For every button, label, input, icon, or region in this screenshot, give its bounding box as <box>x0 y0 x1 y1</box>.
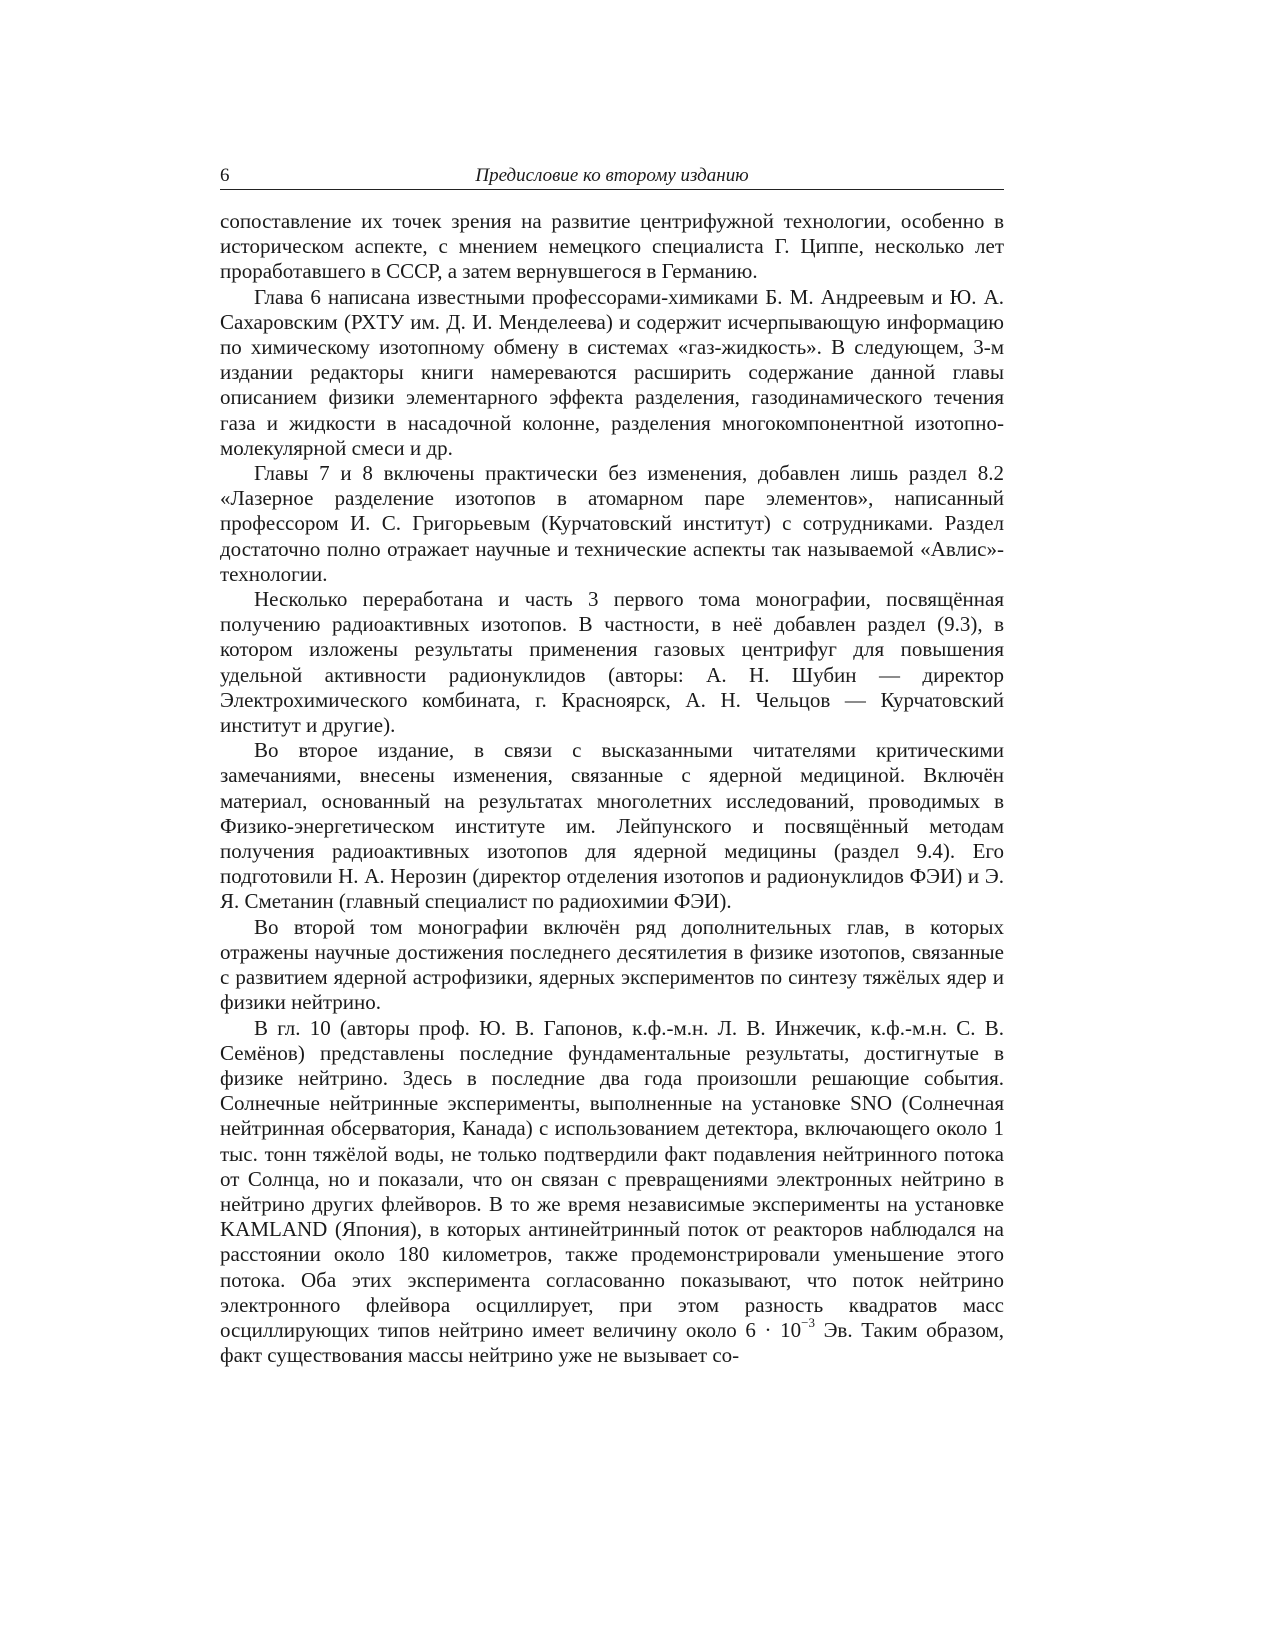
page-number: 6 <box>220 165 230 186</box>
paragraph: Несколько переработана и часть 3 первого тома монографии, посвящённая получению радиоактивных изотопов. В частности, в неё добавлен раздел (9.3), в котором изложены результаты применения газовых центрифуг для повышения удельной активности радионуклидов (авторы: А. Н. Шубин — директор Электрохимического комбината, г. Красноярск, А. Н. Чельцов — Курчатовский институт и другие). <box>220 587 1004 738</box>
paragraph-text-continued: Эв. Таким образом, факт существования массы нейтрино уже не вызывает со- <box>220 1317 1005 1368</box>
paragraph-text: В гл. 10 (авторы проф. Ю. В. Гапонов, к.ф.-м.н. Л. В. Инжечик, к.ф.-м.н. С. В. Семёнов) представлены последние фундаментальные результаты, достигнутые в физике нейтрино. Здесь в последние два года произошли решающие события. Солнечные нейтринные эксперименты, выполненные на установке SNO (Солнечная нейтринная обсерватория, Канада) с использованием детектора, включающего около 1 тыс. тонн тяжёлой воды, не только подтвердили факт подавления нейтринного потока от Солнца, но и показали, что он связан с превращениями электронных нейтрино в нейтрино других флейворов. В то же время независимые эксперименты на установке KAMLAND (Япония), в которых антинейтринный поток от реакторов наблюдался на расстоянии около 180 километров, также продемонстрировали уменьшение этого потока. Оба этих эксперимента согласованно показывают, что поток нейтрино электронного флейвора осциллирует, при этом разность квадратов масс осциллирующих типов нейтрино имеет величину около 6 · 10 <box>220 1015 1004 1342</box>
body-text <box>220 209 1004 1368</box>
running-header <box>220 163 1004 190</box>
paragraph: Во второе издание, в связи с высказанными читателями критическими замечаниями, внесены изменения, связанные с ядерной медициной. Включён материал, основанный на результатах многолетних исследований, проводимых в Физико-энергетическом институте им. Лейпунского и посвящённый методам получения радиоактивных изотопов для ядерной медицины (раздел 9.4). Его подготовили Н. А. Нерозин (директор отделения изотопов и радионуклидов ФЭИ) и Э. Я. Сметанин (главный специалист по радиохимии ФЭИ). <box>220 738 1004 914</box>
paragraph: Во второй том монографии включён ряд дополнительных глав, в которых отражены научные достижения последнего десятилетия в физике изотопов, связанные с развитием ядерной астрофизики, ядерных экспериментов по синтезу тяжёлых ядер и физики нейтрино. <box>220 914 1004 1015</box>
paragraph <box>220 1016 1004 1369</box>
paragraph: сопоставление их точек зрения на развитие центрифужной технологии, особенно в историческом аспекте, с мнением немецкого специалиста Г. Циппе, несколько лет проработавшего в СССР, а затем вернувшегося в Германию. <box>220 209 1004 284</box>
paragraph: Глава 6 написана известными профессорами-химиками Б. М. Андреевым и Ю. А. Сахаровским (РХТУ им. Д. И. Менделеева) и содержит исчерпывающую информацию по химическому изотопному обмену в системах «газ-жидкость». В следующем, 3-м издании редакторы книги намереваются расширить содержание данной главы описанием физики элементарного эффекта разделения, газодинамического течения газа и жидкости в насадочной колонне, разделения многокомпонентной изотопно-молекулярной смеси и др. <box>220 284 1004 460</box>
exponent: −3 <box>801 1314 815 1330</box>
paragraph: Главы 7 и 8 включены практически без изменения, добавлен лишь раздел 8.2 «Лазерное разделение изотопов в атомарном паре элементов», написанный профессором И. С. Григорьевым (Курчатовский институт) с сотрудниками. Раздел достаточно полно отражает научные и технические аспекты так называемой «Авлис»-технологии. <box>220 461 1004 586</box>
running-header-title: Предисловие ко второму изданию <box>475 165 749 186</box>
